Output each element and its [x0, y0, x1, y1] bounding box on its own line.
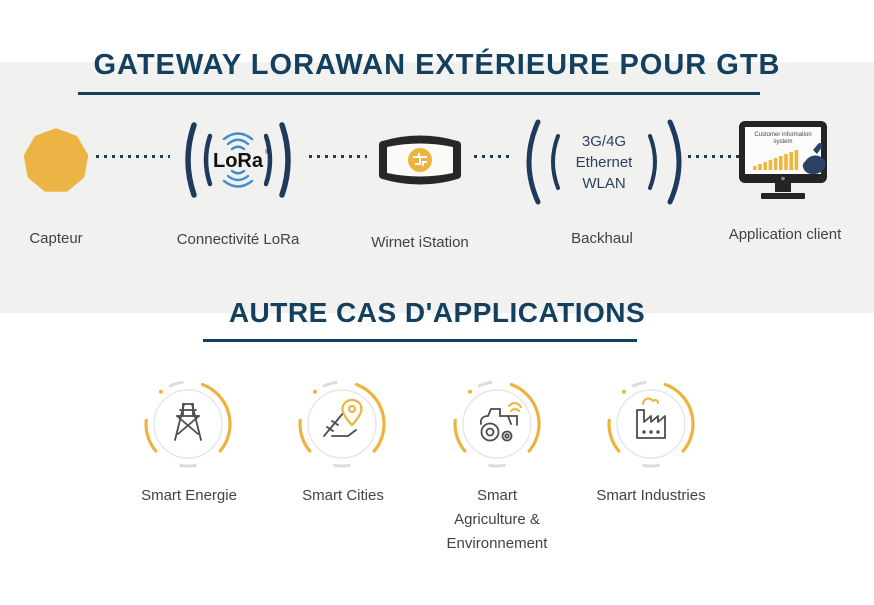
- usecase-label-line: Smart: [476, 487, 517, 504]
- lora-trademark: ®: [265, 150, 270, 156]
- section2-title: AUTRE CAS D'APPLICATIONS: [228, 297, 646, 328]
- section1-title-underline: [78, 92, 760, 95]
- usecase-icon-smart-industries: [605, 378, 697, 470]
- monitor-icon: [734, 121, 840, 205]
- dotted-connector-1: [96, 155, 170, 158]
- flow-label-backhaul: Backhaul: [571, 230, 633, 247]
- flow-label-capteur: Capteur: [29, 230, 83, 247]
- screen-text-line1: Customer information: [754, 132, 812, 138]
- usecase-icon-smart-agriculture: [451, 378, 543, 470]
- backhaul-line-3: WLAN: [582, 175, 626, 192]
- lora-logo-icon: [181, 121, 295, 199]
- usecase-label-line: Smart Industries: [596, 487, 706, 504]
- backhaul-line-2: Ethernet: [575, 154, 633, 171]
- backhaul-line-1: 3G/4G: [581, 133, 627, 150]
- backhaul-technologies: [546, 131, 662, 194]
- kerlink-logo-badge: [408, 148, 432, 172]
- screen-text-line2: system: [773, 139, 793, 145]
- usecase-label-smart-agriculture: [417, 484, 577, 556]
- dotted-connector-4: [688, 155, 740, 158]
- lora-logo-text: LoRa: [213, 150, 263, 172]
- usecase-label-smart-industries: [571, 484, 731, 508]
- istation-device-icon: [377, 129, 463, 191]
- flow-label-connectivite-lora: Connectivité LoRa: [176, 231, 300, 248]
- usecase-label-line: Environnement: [446, 535, 548, 552]
- usecase-label-smart-cities: [263, 484, 423, 508]
- flow-label-wirnet-istation: Wirnet iStation: [371, 234, 469, 251]
- usecase-label-line: Smart Energie: [141, 487, 237, 504]
- usecase-icon-smart-energie: [142, 378, 234, 470]
- dotted-connector-3: [474, 155, 514, 158]
- usecase-icon-smart-cities: [296, 378, 388, 470]
- usecase-label-line: Smart Cities: [302, 487, 384, 504]
- sensor-sun-icon: [21, 126, 91, 196]
- dotted-connector-2: [309, 155, 367, 158]
- section1-title: GATEWAY LORAWAN EXTÉRIEURE POUR GTB: [93, 49, 781, 81]
- usecase-label-line: Agriculture &: [454, 511, 540, 528]
- usecase-label-smart-energie: [109, 484, 269, 508]
- section2-title-underline: [203, 339, 637, 342]
- flow-label-application-client: Application client: [728, 226, 842, 243]
